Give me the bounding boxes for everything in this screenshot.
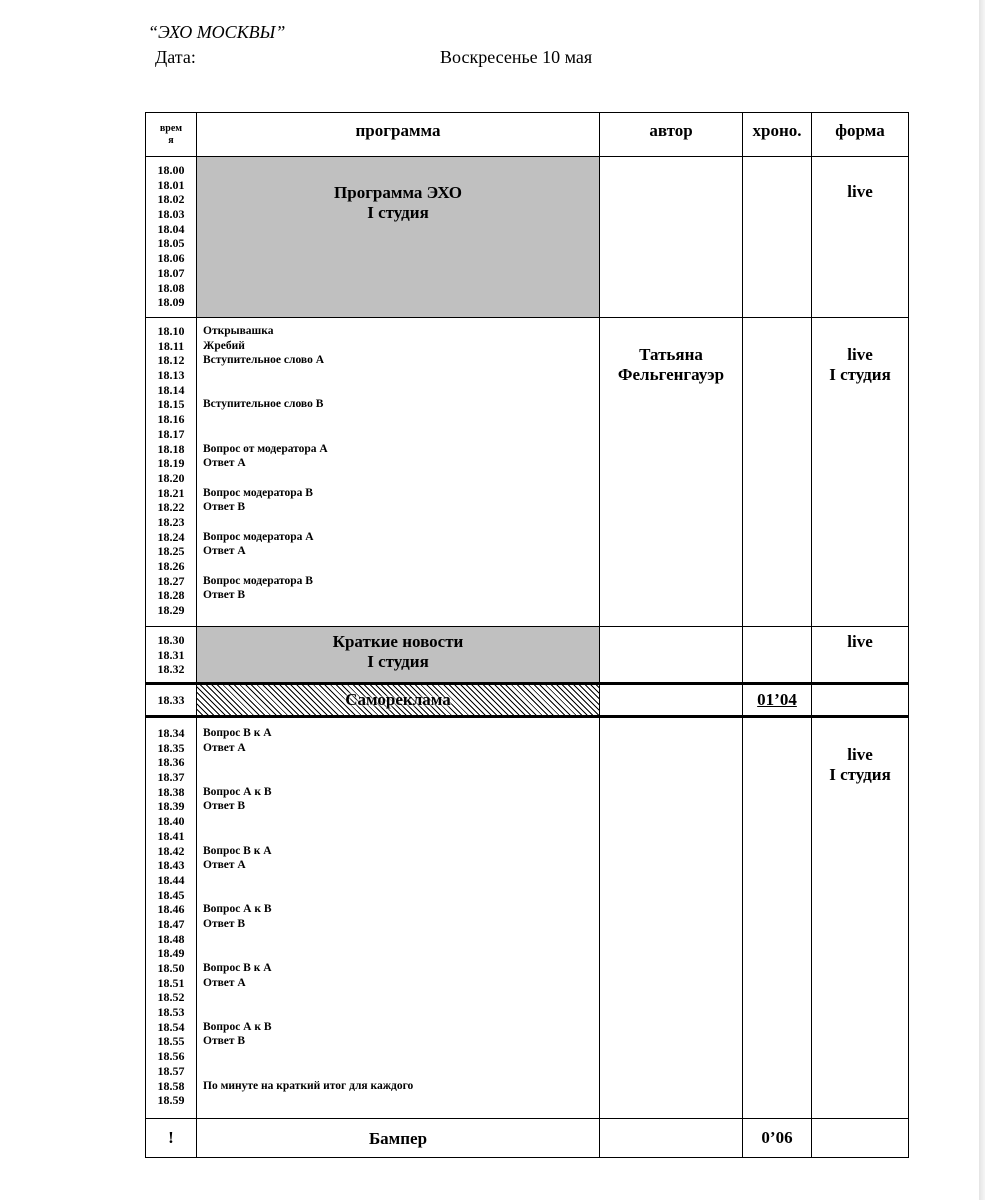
news-title — [197, 632, 599, 672]
time-header-line2: я — [168, 135, 174, 146]
block4-time: 18.33 — [157, 693, 185, 707]
program-item — [203, 946, 413, 961]
program-item — [203, 770, 413, 785]
time-cell: 18.19 — [157, 456, 185, 471]
time-cell: 18.00 — [157, 163, 185, 177]
block5-times — [146, 726, 196, 1108]
time-cell: 18.23 — [157, 514, 185, 529]
program-item — [203, 603, 328, 618]
column-form-header: форма — [835, 121, 885, 140]
time-cell: 18.03 — [157, 207, 185, 222]
block2-author — [600, 345, 742, 385]
column-author-header: автор — [649, 121, 693, 140]
program-item — [203, 559, 328, 574]
time-cell: 18.11 — [157, 338, 185, 353]
time-cell: 18.51 — [157, 975, 185, 990]
program-item — [203, 515, 328, 530]
program-item: Вопрос А к В — [203, 903, 272, 916]
bumper-chrono: 0’06 — [761, 1128, 793, 1147]
time-cell: 18.32 — [157, 662, 185, 677]
program-item — [203, 814, 413, 829]
time-cell: 18.39 — [157, 799, 185, 814]
program-item: Ответ А — [203, 741, 246, 754]
station-name: “ЭХО МОСКВЫ” — [148, 22, 286, 42]
program-item: Вопрос А к В — [203, 1020, 272, 1033]
time-cell: 18.44 — [157, 872, 185, 887]
program-item: Вопрос В к А — [203, 962, 272, 974]
program-item: Ответ А — [203, 457, 246, 470]
program-item: Вопрос модератора В — [203, 486, 313, 499]
program-item: Жребий — [203, 339, 245, 352]
news-line1: Краткие новости — [332, 632, 464, 651]
program-item: Ответ А — [203, 545, 246, 558]
program-item: Ответ В — [203, 917, 246, 930]
column-time-header — [146, 123, 196, 147]
time-cell: 18.59 — [157, 1093, 185, 1108]
time-cell: 18.09 — [157, 295, 185, 310]
time-cell: 18.29 — [157, 603, 185, 618]
time-cell: 18.56 — [157, 1049, 185, 1064]
time-cell: 18.06 — [157, 251, 185, 266]
news-line2: I студия — [367, 652, 429, 671]
time-cell: 18.53 — [157, 1005, 185, 1020]
time-header-line1: врем — [159, 123, 183, 134]
time-cell: 18.01 — [157, 177, 185, 192]
time-cell: 18.04 — [157, 221, 185, 236]
program-item: Ответ А — [203, 976, 246, 989]
time-cell: 18.34 — [157, 726, 185, 740]
time-cell: 18.20 — [157, 470, 185, 485]
time-cell: 18.02 — [157, 192, 185, 207]
program-item: Ответ В — [203, 1035, 246, 1048]
program-item: Ответ А — [203, 859, 246, 872]
program-item: Вопрос В к А — [203, 844, 272, 857]
program-item: Ответ В — [203, 589, 246, 602]
time-cell: 18.24 — [157, 529, 185, 544]
program-item — [203, 873, 413, 888]
time-cell: 18.42 — [157, 843, 185, 858]
time-cell: 18.14 — [157, 382, 185, 397]
time-cell: 18.57 — [157, 1063, 185, 1078]
program-echo-line2: I студия — [367, 203, 429, 222]
time-cell: 18.50 — [157, 961, 185, 975]
program-item — [203, 412, 328, 427]
date-label: Дата: — [155, 47, 196, 67]
form-line2: I студия — [829, 365, 891, 384]
program-item: Вопрос модератора В — [203, 574, 313, 587]
program-item — [203, 755, 413, 770]
program-item — [203, 427, 328, 442]
block5-form — [812, 745, 908, 785]
program-echo-title — [197, 183, 599, 223]
time-cell: 18.25 — [157, 544, 185, 559]
program-item — [203, 829, 413, 844]
program-item — [203, 932, 413, 947]
program-item: Вопрос А к В — [203, 785, 272, 798]
block3-form: live — [847, 632, 873, 651]
block5-items — [203, 726, 413, 1108]
time-cell: 18.13 — [157, 368, 185, 383]
time-cell: 18.35 — [157, 740, 185, 755]
program-item — [203, 1049, 413, 1064]
program-item: По минуте на краткий итог для каждого — [203, 1079, 414, 1092]
time-cell: 18.43 — [157, 858, 185, 873]
time-cell: 18.58 — [157, 1078, 185, 1093]
time-cell: 18.30 — [157, 633, 185, 647]
program-item: Вопрос модератора А — [203, 530, 314, 543]
program-item — [203, 888, 413, 903]
program-item: Вступительное слово В — [203, 398, 324, 411]
author-first-name: Татьяна — [639, 345, 703, 364]
time-cell: 18.27 — [157, 573, 185, 588]
program-item: Ответ В — [203, 501, 246, 514]
column-chrono-header: хроно. — [752, 121, 802, 140]
time-cell: 18.16 — [157, 412, 185, 427]
block2-form — [812, 345, 908, 385]
time-cell: 18.36 — [157, 755, 185, 770]
program-item — [203, 368, 328, 383]
time-cell: 18.12 — [157, 353, 185, 368]
time-cell: 18.05 — [157, 236, 185, 251]
program-item — [203, 1064, 413, 1079]
time-cell: 18.38 — [157, 784, 185, 799]
program-echo-line1: Программа ЭХО — [334, 183, 462, 202]
block1-form: live — [847, 182, 873, 201]
time-cell: 18.47 — [157, 916, 185, 931]
program-item — [203, 1005, 413, 1020]
form-line1: live — [847, 745, 873, 764]
time-cell: 18.26 — [157, 559, 185, 573]
date-value: Воскресенье 10 мая — [440, 47, 593, 67]
time-cell: 18.07 — [157, 265, 185, 280]
program-item: Вступительное слово А — [203, 354, 324, 367]
time-cell: 18.31 — [157, 647, 185, 662]
time-cell: 18.46 — [157, 902, 185, 917]
program-echo-fill — [197, 157, 599, 317]
program-item: Вопрос от модератора А — [203, 442, 328, 455]
self-promo-chrono: 01’04 — [757, 690, 797, 709]
program-item: Открывашка — [203, 325, 274, 337]
time-cell: 18.52 — [157, 990, 185, 1005]
program-item: Вопрос В к А — [203, 727, 272, 739]
time-cell: 18.08 — [157, 280, 185, 295]
block3-times — [146, 633, 196, 677]
time-cell: 18.21 — [157, 485, 185, 500]
time-cell: 18.17 — [157, 426, 185, 441]
time-cell: 18.55 — [157, 1034, 185, 1049]
form-line1: live — [847, 345, 873, 364]
self-promo-title: Самореклама — [345, 690, 451, 709]
form-line2: I студия — [829, 765, 891, 784]
time-cell: 18.49 — [157, 946, 185, 961]
program-item — [203, 471, 328, 486]
time-cell: 18.18 — [157, 441, 185, 456]
block1-times — [146, 163, 196, 310]
time-cell: 18.22 — [157, 500, 185, 515]
time-cell: 18.37 — [157, 770, 185, 785]
time-cell: 18.15 — [157, 397, 185, 412]
author-last-name: Фельгенгауэр — [617, 365, 725, 384]
time-cell: 18.41 — [157, 828, 185, 843]
program-item — [203, 383, 328, 398]
block6-time: ! — [168, 1128, 174, 1147]
time-cell: 18.40 — [157, 814, 185, 829]
block2-items — [203, 324, 328, 618]
time-cell: 18.45 — [157, 887, 185, 902]
bumper-title: Бампер — [368, 1129, 428, 1148]
program-item — [203, 990, 413, 1005]
time-cell: 18.54 — [157, 1019, 185, 1034]
block2-times — [146, 324, 196, 618]
column-program-header: программа — [355, 121, 441, 140]
time-cell: 18.48 — [157, 931, 185, 946]
program-item — [203, 1093, 413, 1108]
time-cell: 18.10 — [157, 324, 185, 338]
time-cell: 18.28 — [157, 588, 185, 603]
program-item: Ответ В — [203, 800, 246, 813]
